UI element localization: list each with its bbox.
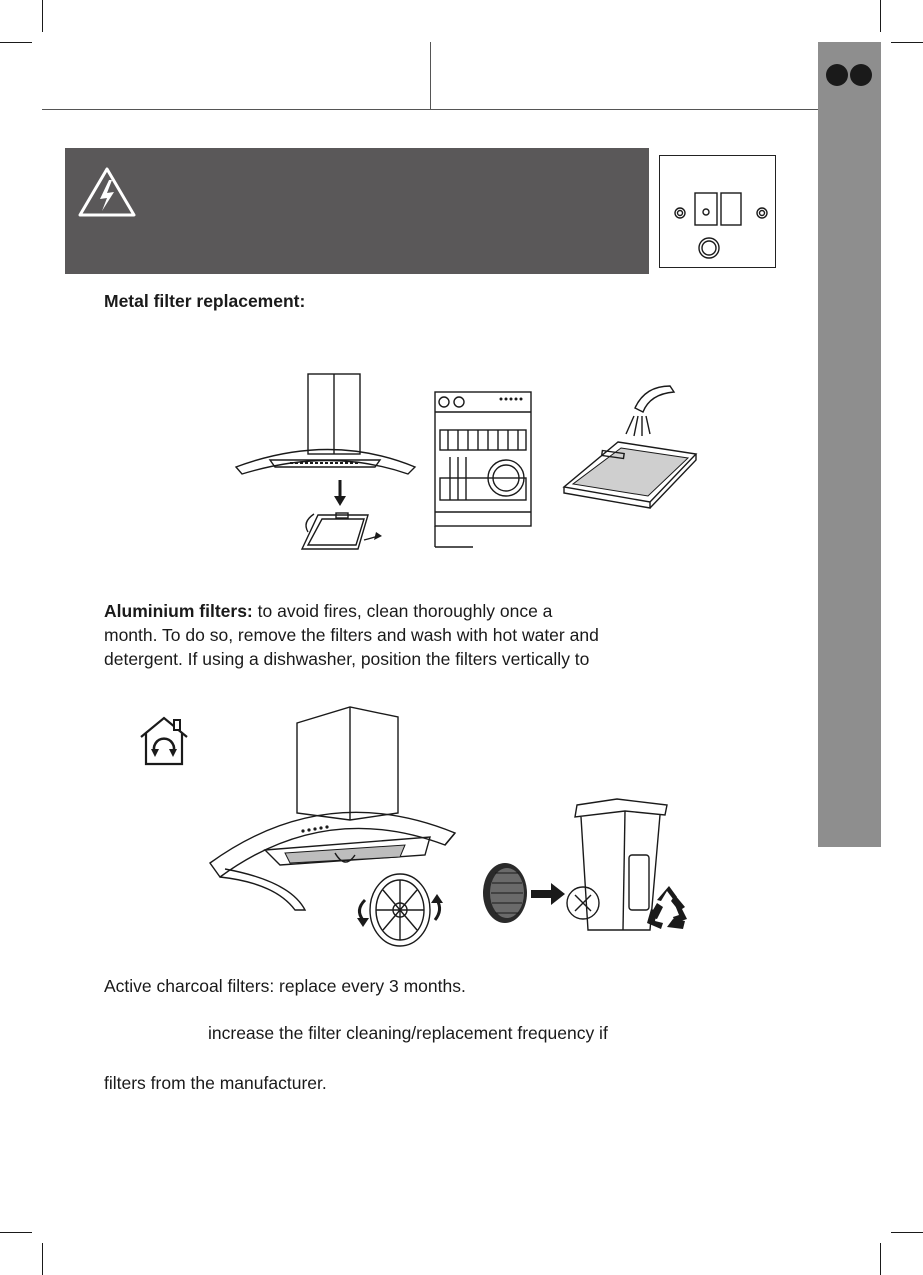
- electrical-hazard-icon: [78, 165, 138, 221]
- charcoal-line-2: increase the filter cleaning/replacement frequency if: [208, 1023, 608, 1043]
- header-rule: [42, 109, 818, 110]
- charcoal-line-1: Active charcoal filters: replace every 3 months.: [104, 976, 466, 996]
- wall-switch-panel: [659, 155, 776, 268]
- aluminium-line-3: detergent. If using a dishwasher, position the filters vertically to: [104, 649, 590, 669]
- aluminium-line-1-text: to avoid fires, clean thoroughly once a: [252, 601, 553, 621]
- crop-mark: [0, 1232, 32, 1233]
- crop-mark: [880, 0, 881, 32]
- metal-filter-heading: Metal filter replacement:: [104, 291, 306, 311]
- aluminium-heading: Aluminium filters:: [104, 601, 253, 621]
- crop-mark: [0, 42, 32, 43]
- filter-removal-illustration: [230, 372, 730, 572]
- crop-mark: [42, 0, 43, 32]
- side-tab: [818, 42, 881, 847]
- page-number-dots: [826, 64, 872, 86]
- aluminium-line-2: month. To do so, remove the filters and wash with hot water and: [104, 625, 599, 645]
- charcoal-line-3: filters from the manufacturer.: [104, 1073, 327, 1093]
- house-recycle-icon: [135, 715, 195, 767]
- crop-mark: [880, 1243, 881, 1275]
- warning-box: [65, 148, 649, 274]
- aluminium-line-1: [104, 599, 552, 623]
- crop-mark: [891, 42, 923, 43]
- crop-mark: [891, 1232, 923, 1233]
- charcoal-filter-illustration: [205, 705, 705, 965]
- header-divider: [430, 42, 431, 109]
- crop-mark: [42, 1243, 43, 1275]
